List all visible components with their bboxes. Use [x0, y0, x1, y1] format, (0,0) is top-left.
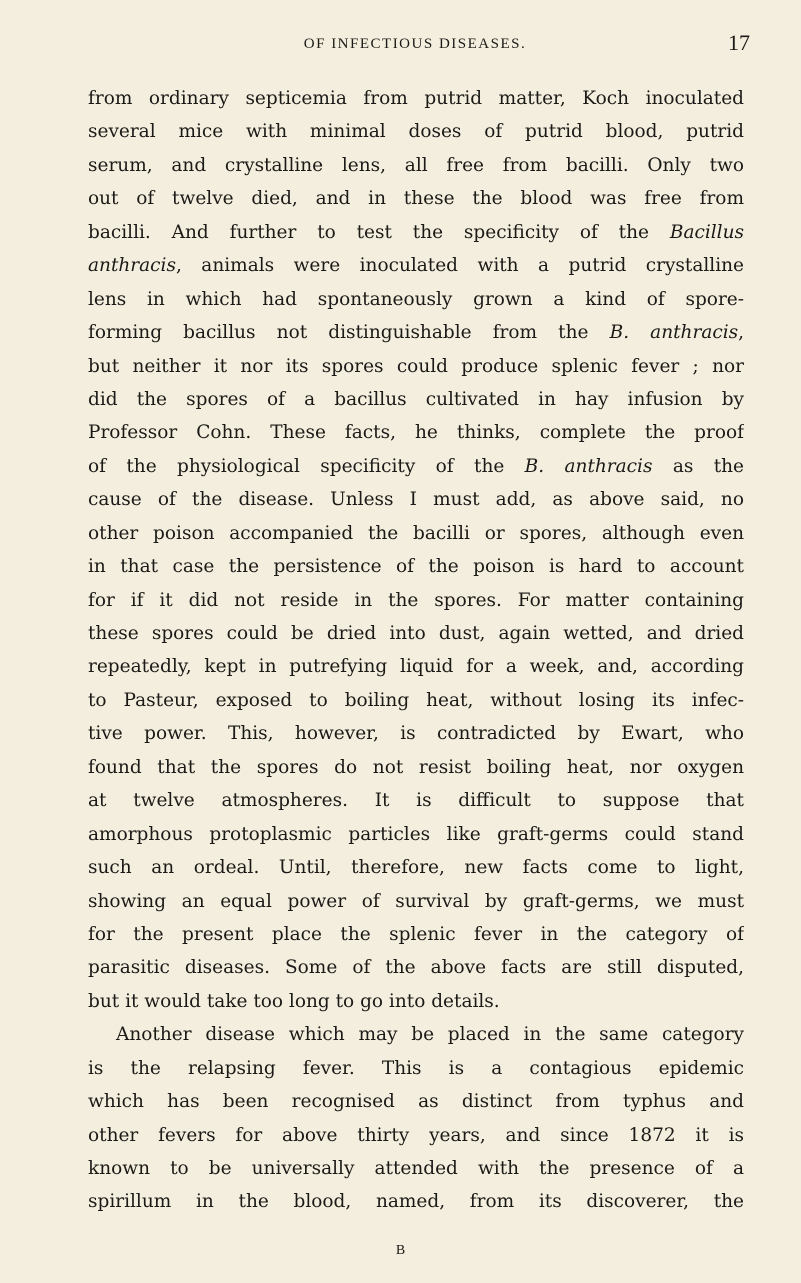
text-line: forming bacillus not distinguishable from the B. anthracis, — [88, 322, 744, 344]
text-line: spirillum in the blood, named, from its discoverer, the — [88, 1191, 744, 1213]
text-line: cause of the disease. Unless I must add, as above said, no — [88, 489, 744, 511]
text-line: these spores could be dried into dust, again wetted, and dried — [88, 623, 744, 644]
text-line: to Pasteur, exposed to boiling heat, without losing its infec- — [88, 689, 744, 711]
text-line: lens in which had spontaneously grown a kind of spore- — [88, 288, 744, 310]
paragraph-first-line: Another disease which may be placed in the same category — [116, 1024, 744, 1046]
text-line: other fevers for above thirty years, and since 1872 it is — [88, 1124, 744, 1146]
signature-mark: B — [395, 1243, 406, 1258]
italic-term: B. anthracis — [524, 455, 653, 477]
text-line: of the physiological specificity of the B. anthracis as the — [88, 455, 744, 477]
text-line: showing an equal power of survival by graft-germs, we must — [88, 890, 744, 912]
text-line: tive power. This, however, is contradicted by Ewart, who — [88, 723, 744, 745]
page-number: 17 — [728, 30, 750, 55]
text-line: such an ordeal. Until, therefore, new facts come to light, — [88, 857, 744, 879]
italic-term: Bacillus — [669, 221, 744, 243]
text-line: several mice with minimal doses of putrid blood, putrid — [88, 121, 744, 143]
running-head — [80, 30, 750, 58]
text-line: which has been recognised as distinct from typhus and — [88, 1091, 744, 1113]
italic-term: anthracis — [88, 255, 176, 277]
text-line: amorphous protoplasmic particles like graft-germs could stand — [88, 823, 744, 845]
text-line: for if it did not reside in the spores. For matter containing — [88, 589, 744, 611]
text-line: but neither it nor its spores could produce splenic fever ; nor — [88, 355, 744, 377]
italic-term: B. anthracis — [609, 322, 739, 344]
text-line: bacilli. And further to test the specificity of the Bacillus — [88, 221, 744, 243]
text-line: for the present place the splenic fever in the category of — [88, 923, 744, 945]
text-line: repeatedly, kept in putrefying liquid for a week, and, according — [88, 656, 744, 678]
text-line: out of twelve died, and in these the blood was free from — [88, 188, 744, 210]
text-line: anthracis, animals were inoculated with a putrid crystalline — [88, 255, 744, 277]
text-line: Professor Cohn. These facts, he thinks, complete the proof — [88, 422, 744, 444]
body-text — [88, 82, 744, 1219]
text-line: parasitic diseases. Some of the above facts are still disputed, — [88, 957, 744, 979]
text-line: in that case the persistence of the poison is hard to account — [88, 556, 744, 578]
text-line: at twelve atmospheres. It is difficult to suppose that — [88, 790, 744, 812]
text-line: but it would take too long to go into details. — [88, 990, 500, 1012]
text-line: found that the spores do not resist boiling heat, nor oxygen — [88, 756, 744, 778]
text-line: other poison accompanied the bacilli or spores, although even — [88, 522, 744, 544]
text-line: known to be universally attended with the presence of a — [88, 1158, 744, 1179]
text-line: did the spores of a bacillus cultivated in hay infusion by — [88, 388, 744, 410]
text-line: is the relapsing fever. This is a contagious epidemic — [88, 1057, 744, 1079]
text-line: serum, and crystalline lens, all free from bacilli. Only two — [88, 154, 744, 176]
running-title: OF INFECTIOUS DISEASES. — [303, 36, 527, 52]
text-line: from ordinary septicemia from putrid matter, Koch inoculated — [88, 88, 744, 109]
